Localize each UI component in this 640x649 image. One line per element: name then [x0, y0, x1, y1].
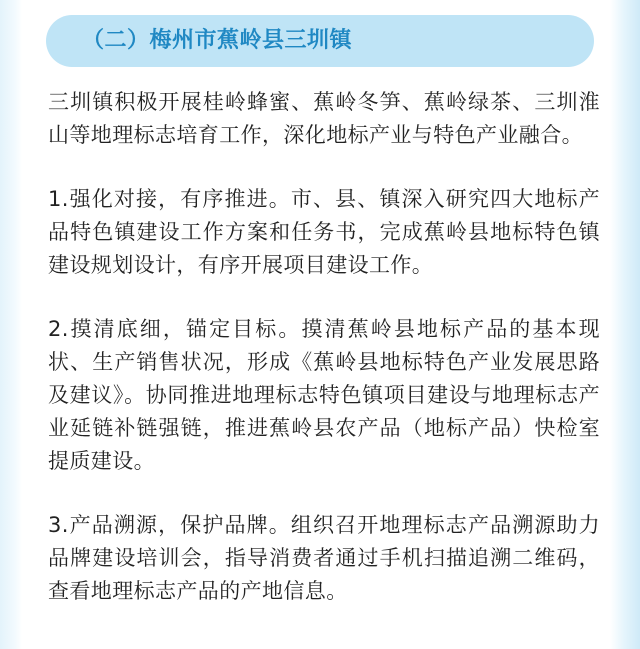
- left-decorative-border: [0, 0, 22, 649]
- point-3-paragraph: 3.产品溯源，保护品牌。组织召开地理标志产品溯源助力品牌建设培训会，指导消费者通过手机扫描追溯二维码，查看地理标志产品的产地信息。: [48, 513, 600, 603]
- point-1-paragraph: 1.强化对接，有序推进。市、县、镇深入研究四大地标产品特色镇建设工作方案和任务书，完成蕉岭县地标特色镇建设规划设计，有序开展项目建设工作。: [48, 187, 600, 277]
- right-decorative-border: [610, 0, 640, 649]
- intro-paragraph: 三圳镇积极开展桂岭蜂蜜、蕉岭冬笋、蕉岭绿茶、三圳淮山等地理标志培育工作，深化地标产业与特色产业融合。: [48, 90, 600, 147]
- section-header-bar: [46, 15, 594, 67]
- point-2-paragraph: 2.摸清底细，锚定目标。摸清蕉岭县地标产品的基本现状、生产销售状况，形成《蕉岭县地标特色产业发展思路及建议》。协同推进地理标志特色镇项目建设与地理标志产业延链补链强链，推进蕉岭县农产品（地标产品）快检室提质建设。: [48, 317, 600, 473]
- article-body: [48, 86, 600, 639]
- section-title: （二）梅州市蕉岭县三圳镇: [82, 28, 353, 53]
